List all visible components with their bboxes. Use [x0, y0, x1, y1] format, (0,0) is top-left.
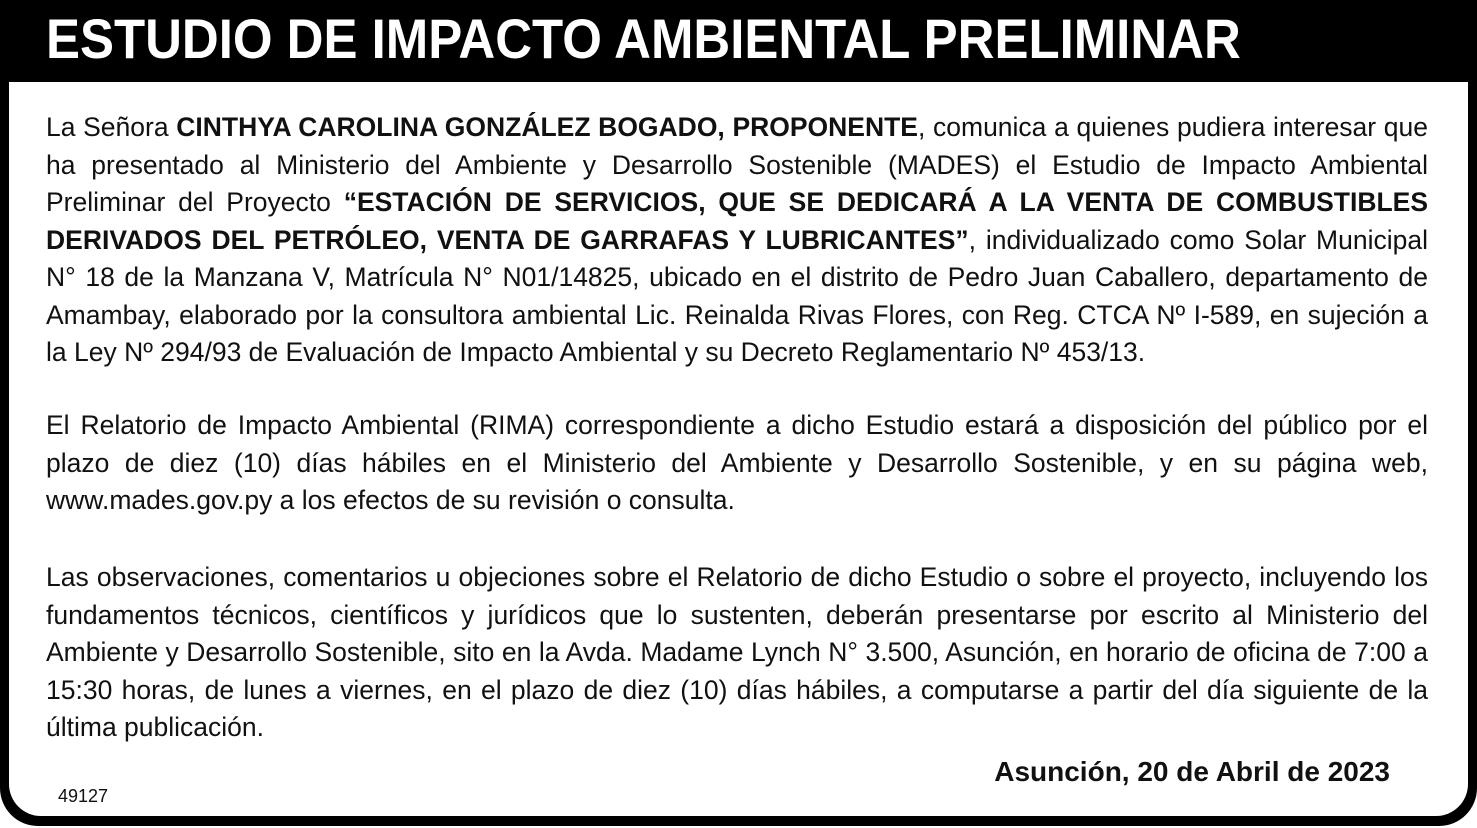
project-name: “ESTACIÓN DE SERVICIOS, QUE SE DEDICARÁ A LA VENTA DE COMBUSTIBLES DERIVADOS DEL PETRÓLEO, VENTA DE GARRAFAS Y LUBRICANTES”: [46, 187, 1429, 255]
paragraph-announcement: [46, 109, 1428, 372]
announcement-text-1: La Señora: [46, 112, 177, 142]
proponent-name: CINTHYA CAROLINA GONZÁLEZ BOGADO, PROPONENTE: [176, 112, 918, 142]
paragraph-rima-availability: El Relatorio de Impacto Ambiental (RIMA) correspondiente a dicho Estudio estará a disposición del público por el plazo de diez (10) días hábiles en el Ministerio del Ambiente y Desarrollo Sostenible, y en su página web, www.mades.gov.py a los efectos de su revisión o consulta.: [46, 410, 1428, 515]
place-date: Asunción, 20 de Abril de 2023: [994, 756, 1390, 787]
announcement-text-2: , comunica a quienes pudiera interesar que ha presentado al Ministerio del Ambiente y Desarrollo Sostenible (MADES) el Estudio de Impacto Ambiental Preliminar del Proyecto: [46, 112, 1428, 217]
reference-number: 49127: [58, 786, 109, 806]
header-band: [0, 0, 1477, 82]
announcement-text-3: , individualizado como Solar Municipal N° 18 de la Manzana V, Matrícula N° N01/14825, ubicado en el distrito de Pedro Juan Caballero, departamento de Amambay, elaborado por la consultora ambiental Lic. Reinalda Rivas Flores, con Reg. CTCA Nº I-589, en sujeción a la Ley Nº 294/93 de Evaluación de Impacto Ambiental y su Decreto Reglamentario Nº 453/13.: [46, 224, 1428, 367]
paragraph-observations: Las observaciones, comentarios u objeciones sobre el Relatorio de dicho Estudio o sobre el proyecto, incluyendo los fundamentos técnicos, científicos y jurídicos que lo sustenten, deberán presentarse por escrito al Ministerio del Ambiente y Desarrollo Sostenible, sito en la Avda. Madame Lynch N° 3.500, Asunción, en horario de oficina de 7:00 a 15:30 horas, de lunes a viernes, en el plazo de diez (10) días hábiles, a computarse a partir del día siguiente de la última publicación.: [46, 562, 1428, 742]
notice-title: ESTUDIO DE IMPACTO AMBIENTAL PRELIMINAR: [46, 7, 1241, 70]
